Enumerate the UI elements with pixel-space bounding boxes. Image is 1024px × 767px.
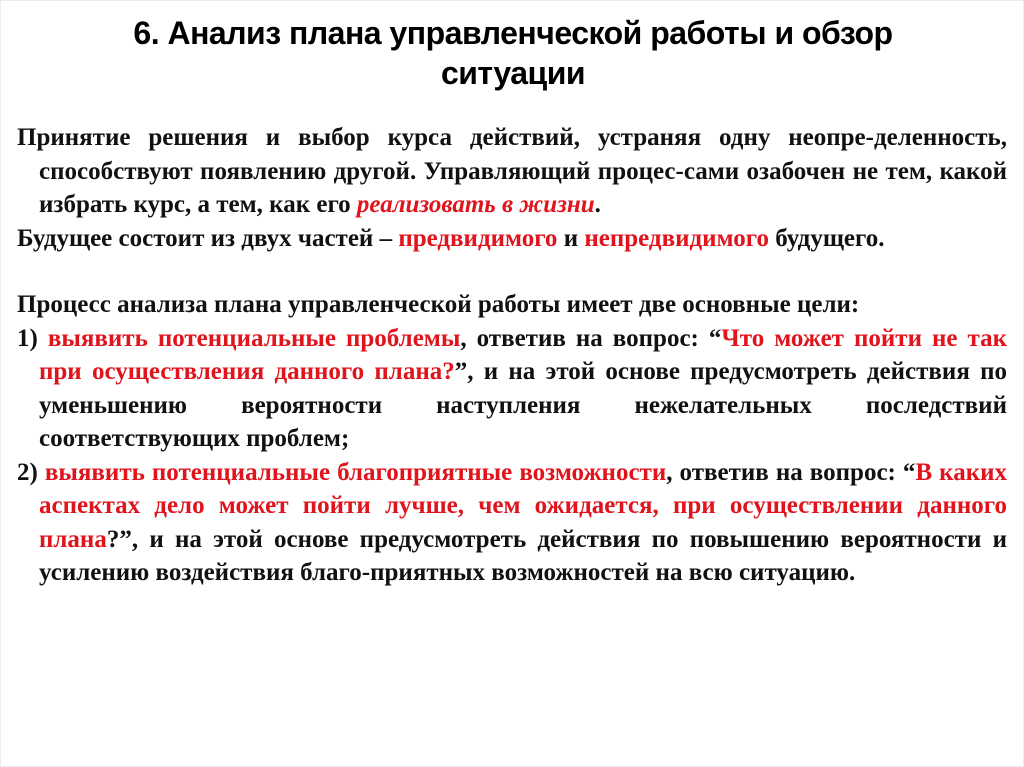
paragraph-future xyxy=(17,222,1007,256)
highlight-text: реализовать в жизни xyxy=(356,191,595,218)
paragraph-text: , ответив на вопрос: “ xyxy=(666,458,916,486)
paragraph-text: . xyxy=(594,191,601,218)
paragraph-text: Процесс анализа плана управленческой работы имеет две основные цели: xyxy=(17,291,860,318)
paragraph-text: , ответив на вопрос: “ xyxy=(460,324,722,352)
paragraph-text: ”, и на этой основе предусмотреть действия по уменьшению вероятности наступления нежелательных последствий соответствующих проблем; xyxy=(39,358,1007,452)
list-item-2 xyxy=(17,456,1007,590)
list-item-1 xyxy=(17,322,1007,456)
paragraph-text: ?”, и на этой основе предусмотреть действия по повышению вероятности и усилению воздействия благо-приятных возможностей на всю ситуацию. xyxy=(39,525,1007,586)
paragraph-text: Принятие решения и выбор курса действий, устраняя одну неопре-деленность, способствуют появлению другой. Управляющий процес-сами озабочен не тем, какой избрать курс, а тем, как его xyxy=(17,124,1007,218)
list-number: 2) xyxy=(17,458,38,486)
slide-body xyxy=(17,121,1007,590)
highlight-text: предвидимого xyxy=(398,224,558,252)
highlight-text: непредвидимого xyxy=(584,224,769,252)
highlight-text: В каких аспектах дело может пойти лучше, чем ожидается, при осуществлении данного плана xyxy=(39,458,1008,553)
list-number: 1) xyxy=(17,324,38,352)
paragraph-text: и xyxy=(557,224,585,252)
title-line-1: 6. Анализ плана управленческой работы и обзор xyxy=(133,15,893,51)
paragraph-text: Будущее состоит из двух частей – xyxy=(17,224,399,252)
highlight-text: выявить потенциальные проблемы xyxy=(47,324,461,352)
highlight-text: Что может пойти не так при осуществления данного плана? xyxy=(39,324,1007,385)
paragraph-decision xyxy=(17,121,1007,222)
spacer xyxy=(17,255,1007,288)
highlight-text: выявить потенциальные благоприятные возможности xyxy=(44,458,667,486)
title-line-2: ситуации xyxy=(440,55,586,91)
slide-title xyxy=(1,13,1024,93)
paragraph-process xyxy=(17,288,1007,322)
paragraph-text: будущего. xyxy=(768,224,885,252)
